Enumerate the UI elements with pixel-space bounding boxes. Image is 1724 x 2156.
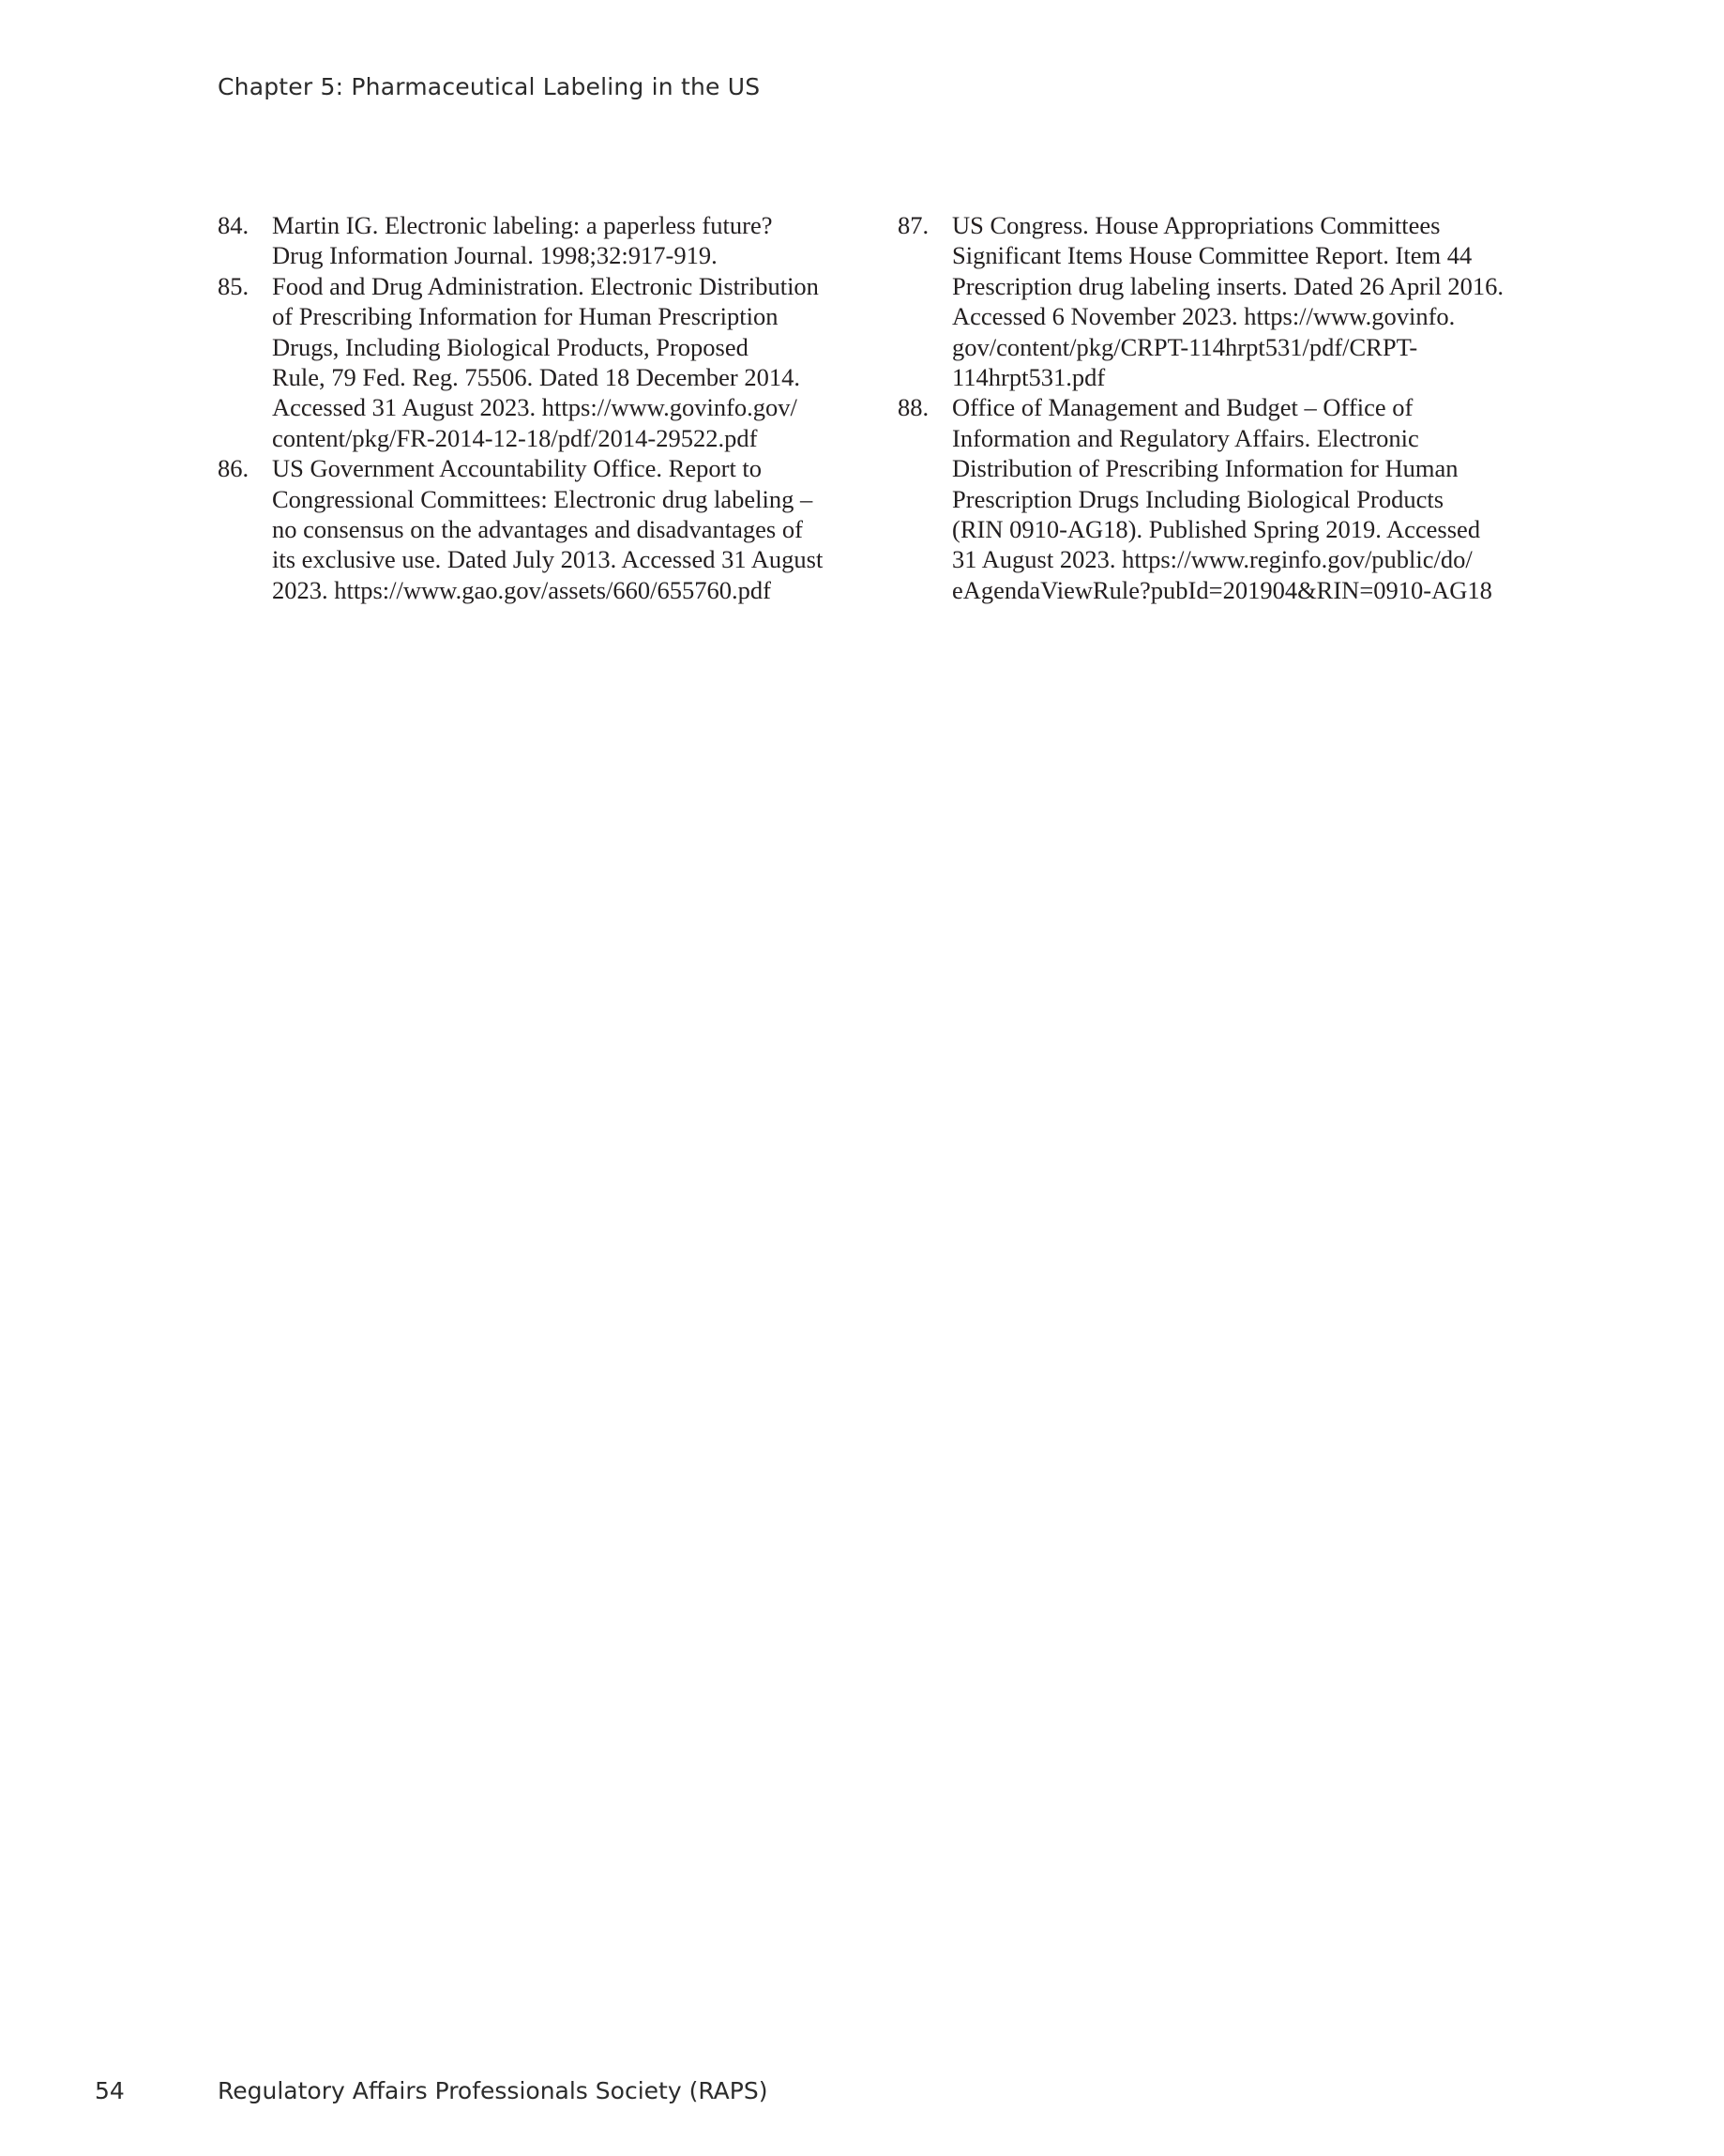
footer-publisher: Regulatory Affairs Professionals Society (RAPS): [218, 2077, 768, 2104]
reference-text-line: Significant Items House Committee Report. Item 44: [952, 241, 1473, 270]
reference-text-line: 31 August 2023. https://www.reginfo.gov/public/do/: [952, 545, 1473, 574]
reference-number: 85.: [218, 271, 250, 300]
reference-88: [898, 392, 1507, 605]
reference-text-line: 114hrpt531.pdf: [952, 363, 1106, 392]
reference-text-line: Accessed 31 August 2023. https://www.govinfo.gov/: [272, 393, 797, 422]
reference-text-line: US Congress. House Appropriations Committees: [952, 211, 1441, 239]
reference-text-line: gov/content/pkg/CRPT-114hrpt531/pdf/CRPT-: [952, 332, 1418, 361]
reference-87: [898, 210, 1507, 392]
reference-text-line: Drug Information Journal. 1998;32:917-919.: [272, 241, 718, 270]
reference-text-line: Prescription Drugs Including Biological Products: [952, 484, 1444, 513]
reference-text-line: its exclusive use. Dated July 2013. Accessed 31 August: [272, 545, 824, 574]
reference-text-line: Congressional Committees: Electronic drug labeling –: [272, 484, 813, 513]
reference-number: 86.: [218, 454, 250, 483]
reference-number: 87.: [898, 211, 930, 239]
reference-text-line: of Prescribing Information for Human Prescription: [272, 302, 779, 331]
reference-text-line: Distribution of Prescribing Information for Human: [952, 454, 1459, 483]
reference-list-left: [218, 210, 827, 605]
reference-85: [218, 271, 827, 453]
reference-text-line: Office of Management and Budget – Office of: [952, 393, 1414, 422]
page-number: 54: [95, 2077, 125, 2104]
reference-text-line: no consensus on the advantages and disadvantages of: [272, 515, 803, 544]
reference-text-line: Information and Regulatory Affairs. Electronic: [952, 423, 1419, 452]
reference-number: 88.: [898, 393, 930, 422]
reference-list-right: [898, 210, 1507, 605]
reference-text-line: Drugs, Including Biological Products, Proposed: [272, 332, 749, 361]
reference-text-line: Food and Drug Administration. Electronic Distribution: [272, 271, 819, 300]
reference-text-line: eAgendaViewRule?pubId=201904&RIN=0910-AG18: [952, 575, 1492, 604]
reference-text-line: Rule, 79 Fed. Reg. 75506. Dated 18 December 2014.: [272, 363, 801, 392]
reference-text-line: content/pkg/FR-2014-12-18/pdf/2014-29522.pdf: [272, 423, 758, 452]
reference-text-line: (RIN 0910-AG18). Published Spring 2019. Accessed: [952, 515, 1481, 544]
running-head-title: Chapter 5: Pharmaceutical Labeling in the US: [218, 73, 761, 100]
reference-number: 84.: [218, 211, 250, 239]
reference-text-line: Prescription drug labeling inserts. Dated 26 April 2016.: [952, 271, 1505, 300]
reference-text-line: 2023. https://www.gao.gov/assets/660/655760.pdf: [272, 575, 771, 604]
reference-84: [218, 210, 827, 271]
reference-text-line: Accessed 6 November 2023. https://www.govinfo.: [952, 302, 1456, 331]
reference-text-line: Martin IG. Electronic labeling: a paperless future?: [272, 211, 773, 239]
reference-86: [218, 453, 827, 605]
reference-text-line: US Government Accountability Office. Report to: [272, 454, 763, 483]
